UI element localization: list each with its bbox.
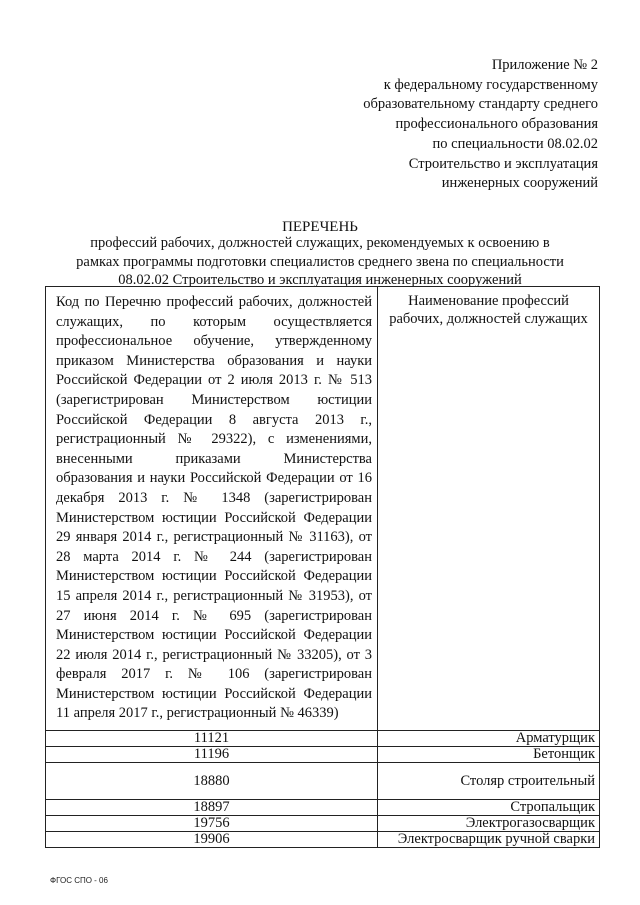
- appendix-line: по специальности 08.02.02: [432, 135, 598, 152]
- table-row: [46, 816, 600, 832]
- professions-table: [45, 286, 600, 848]
- code-cell: 18880: [46, 763, 378, 800]
- appendix-line: Строительство и эксплуатация: [408, 155, 598, 172]
- code-cell: 19756: [46, 816, 378, 832]
- appendix-line: образовательному стандарту среднего: [363, 96, 598, 113]
- table-header-row: [46, 287, 600, 731]
- name-cell: Стропальщик: [378, 800, 600, 816]
- subtitle-line: профессий рабочих, должностей служащих, рекомендуемых к освоению в: [90, 235, 550, 251]
- code-cell: 18897: [46, 800, 378, 816]
- header-name-cell: Наименование профессий рабочих, должностей служащих: [378, 287, 600, 731]
- table-row: [46, 731, 600, 747]
- code-cell: 19906: [46, 832, 378, 848]
- table-row: [46, 747, 600, 763]
- table-row: [46, 800, 600, 816]
- code-cell: 11121: [46, 731, 378, 747]
- name-cell: Электросварщик ручной сварки: [378, 832, 600, 848]
- appendix-line: Приложение № 2: [491, 57, 598, 73]
- appendix-line: профессионального образования: [395, 116, 598, 133]
- table-row: [46, 832, 600, 848]
- name-cell: Столяр строительный: [378, 763, 600, 800]
- header-code-cell: Код по Перечню профессий рабочих, должностей служащих, по которым осуществляется профессиональное обучение, утвержденному приказом Министерства образования и науки Российской Федерации от 2 июля 2013 г. № 513 (зарегистрирован Министерством юстиции Российской Федерации 8 августа 2013 г., регистрационный № 29322), с изменениями, внесенными приказами Министерства образования и науки Российской Федерации от 16 декабря 2013 г. № 1348 (зарегистрирован Министерством юстиции Российской Федерации 29 января 2014 г., регистрационный № 31163), от 28 марта 2014 г. № 244 (зарегистрирован Министерством юстиции Российской Федерации 15 апреля 2014 г., регистрационный № 31953), от 27 июня 2014 г. № 695 (зарегистрирован Министерством юстиции Российской Федерации 22 июля 2014 г., регистрационный № 33205), от 3 февраля 2017 г. № 106 (зарегистрирован Министерством юстиции Российской Федерации 11 апреля 2017 г., регистрационный № 46339): [46, 287, 378, 731]
- name-cell: Арматурщик: [378, 731, 600, 747]
- appendix-line: инженерных сооружений: [441, 175, 598, 192]
- subtitle-line: рамках программы подготовки специалистов среднего звена по специальности: [76, 253, 564, 270]
- document-subtitle: [60, 234, 580, 290]
- code-cell: 11196: [46, 747, 378, 763]
- name-cell: Бетонщик: [378, 747, 600, 763]
- appendix-line: к федеральному государственному: [383, 76, 598, 93]
- appendix-block: [363, 56, 598, 194]
- table-row: [46, 763, 600, 800]
- footer-code: ФГОС СПО - 06: [50, 876, 108, 885]
- document-title: ПЕРЕЧЕНЬ: [282, 219, 358, 235]
- subtitle-line: 08.02.02 Строительство и эксплуатация инженерных сооружений: [118, 272, 522, 288]
- name-cell: Электрогазосварщик: [378, 816, 600, 832]
